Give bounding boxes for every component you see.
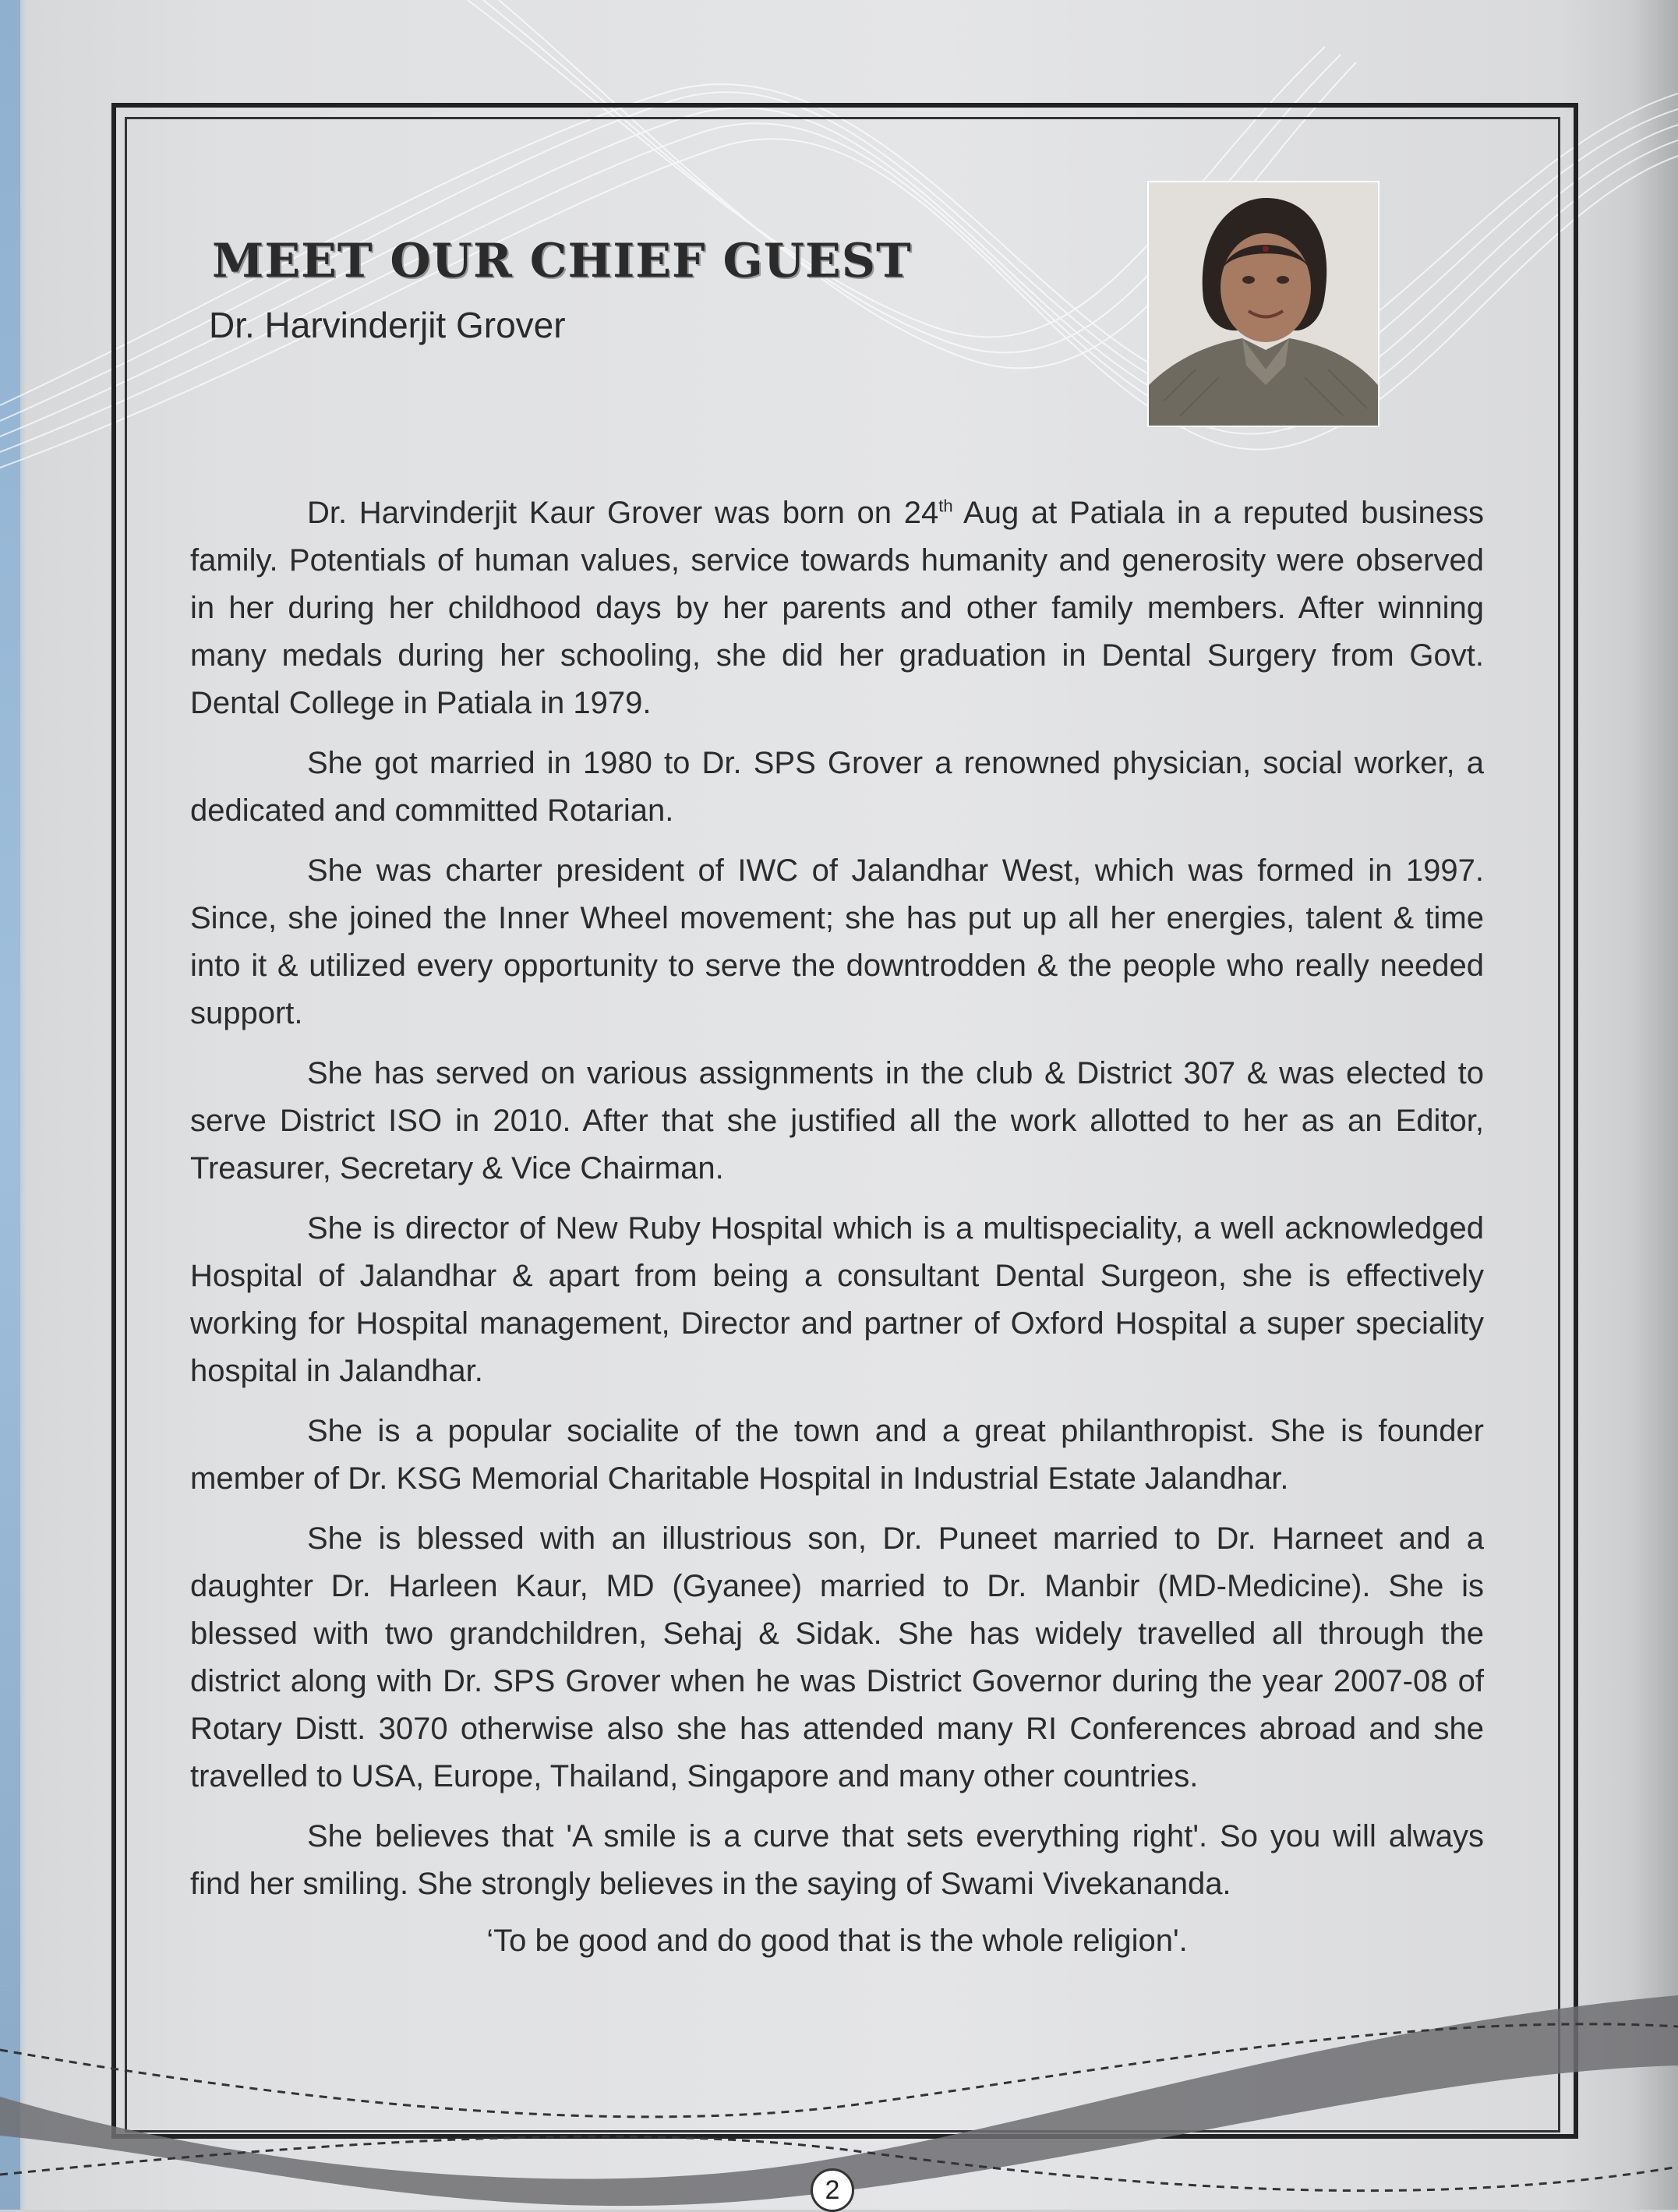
paragraph-assignments: She has served on various assignments in the club & District 307 & was elected to serve District ISO in 2010. After that she justified all the work allotted to her as an Editor, Treasurer, Secretary & Vice Chairman. [190,1056,1484,1186]
paragraph-socialite: She is a popular socialite of the town and a great philanthropist. She is founder member of Dr. KSG Memorial Charitable Hospital in Industrial Estate Jalandhar. [190,1414,1484,1496]
paragraph-marriage: She got married in 1980 to Dr. SPS Grover a renowned physician, social worker, a dedicated and committed Rotarian. [190,746,1484,828]
guest-name-subtitle: Dr. Harvinderjit Grover [209,305,566,345]
portrait-photo [1147,181,1379,427]
page-title: MEET OUR CHIEF GUEST [212,234,912,288]
paragraph-birth [190,489,1484,727]
biography-text [190,489,1484,1920]
paragraph-birth-rest: Aug at Patiala in a reputed business family. Potentials of human values, service towards humanity and generosity were observed in her during her childhood days by her parents and other family members. After winning many medals during her schooling, she did her graduation in Dental Surgery from Govt. Dental College in Patiala in 1979. [190,496,1484,720]
portrait-photo-icon [1149,182,1378,426]
paragraph-family: She is blessed with an illustrious son, Dr. Puneet married to Dr. Harneet and a daughter Dr. Harleen Kaur, MD (Gyanee) married to Dr. Manbir (MD-Medicine). She is blessed with two grandchildren, Sehaj & Sidak. She has widely travelled all through the district along with Dr. SPS Grover when he was District Governor during the year 2007-08 of Rotary Distt. 3070 otherwise also she has attended many RI Conferences abroad and she travelled to USA, Europe, Thailand, Singapore and many other countries. [190,1521,1484,1793]
paragraph-hospital: She is director of New Ruby Hospital which is a multispeciality, a well acknowledged Hospital of Jalandhar & apart from being a consultant Dental Surgeon, she is effectively working for Hospital management, Director and partner of Oxford Hospital a super speciality hospital in Jalandhar. [190,1211,1484,1388]
page-number: 2 [811,2168,854,2212]
paragraph-beliefs: She believes that 'A smile is a curve that sets everything right'. So you will always find her smiling. She strongly believes in the saying of Swami Vivekananda. [190,1819,1484,1901]
superscript-th: th [938,496,953,516]
paragraph-iwc: She was charter president of IWC of Jalandhar West, which was formed in 1997. Since, she joined the Inner Wheel movement; she has put up all her energies, talent & time into it & utilized every opportunity to serve the downtrodden & the people who really needed support. [190,853,1484,1030]
closing-quote: ‘To be good and do good that is the whole religion'. [486,1924,1188,1958]
paragraph-birth-start: Dr. Harvinderjit Kaur Grover was born on 24 [307,496,939,530]
